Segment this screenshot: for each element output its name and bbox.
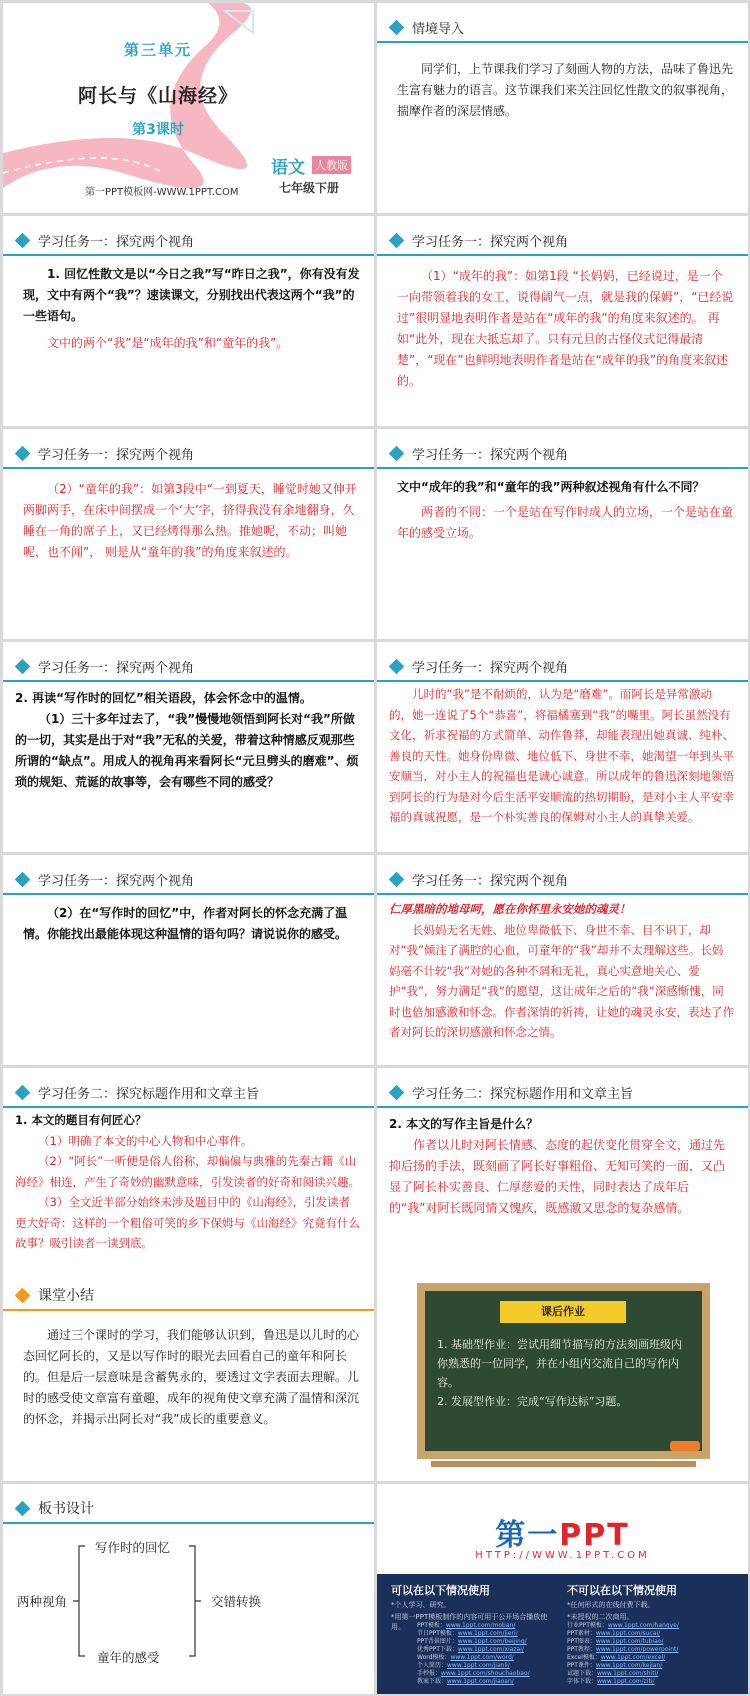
slide-ad[interactable] <box>377 1484 748 1694</box>
link-label: PPT背景图片： <box>417 1638 458 1645</box>
grade-label: 七年级下册 <box>279 181 340 195</box>
slide-header <box>391 442 568 464</box>
slide-header <box>391 655 568 677</box>
link-label: 节日PPT模板： <box>417 1630 458 1637</box>
link-url[interactable]: www.1ppt.com/sucai/ <box>595 1630 661 1637</box>
link-row <box>567 1662 679 1670</box>
slide-task1a[interactable] <box>3 216 374 426</box>
link-label: 优秀PPT下载： <box>417 1646 458 1653</box>
diamond-icon <box>389 658 405 674</box>
link-url[interactable]: www.1ppt.com/ziti/ <box>597 1678 655 1685</box>
answer-item-2: （2）“阿长”一听便是俗人俗称，却偏偏与典雅的先秦古籍《山海经》相连，产生了奇妙的幽默意味，引发读者的好奇和阅读兴趣。 <box>15 1154 360 1189</box>
forbidden-title: 不可以在以下情况使用 <box>567 1584 677 1597</box>
header-divider <box>377 467 748 469</box>
link-row <box>417 1622 530 1630</box>
board-diagram <box>3 1524 374 1694</box>
slide-header <box>391 868 568 890</box>
diamond-icon <box>389 1084 405 1100</box>
forbidden-sub: *任何形式的在线付费下载。 <box>567 1601 655 1609</box>
unit-label: 第三单元 <box>123 41 192 59</box>
diamond-icon <box>15 232 31 248</box>
ad-info <box>377 1574 748 1694</box>
slide-header <box>391 1081 633 1103</box>
link-url[interactable]: www.1ppt.com/shouchaobao/ <box>441 1670 530 1677</box>
link-label: PPT图表： <box>567 1638 596 1645</box>
branch-writing: 写作时的回忆 <box>95 1540 171 1555</box>
header-divider <box>377 893 748 895</box>
slide-header <box>17 442 194 464</box>
question-text: 2. 本文的写作主旨是什么？ <box>389 1117 539 1131</box>
subject-label: 语文 <box>271 158 305 178</box>
answer-text: 长妈妈无名无姓、地位卑微低下、身世不幸、目不识丁，却对“我”倾注了满腔的心血，可童年的“我”却并不太理解这些。长妈妈毫不计较“我”对她的各种不屑和无礼，真心实意地关心、爱护“我”，努力满足“我”的愿望，这让成年之后的“我”深感惭愧，同时也倍加感激和怀念。作者深情的祈祷，让她的魂灵永安，表达了作者对阿长的深切感激和怀念之情。 <box>389 922 734 1039</box>
summary-text: 通过三个课时的学习，我们能够认识到，鲁迅是以儿时的心态回忆阿长的，又是以写作时的眼光去回看自己的童年和阿长的。但是后一层意味是含蓄隽永的，要透过文字表面去理解。儿时的感受使文章富有童趣，成年的视角使文章充满了温情和深沉的怀念，并揭示出阿长对“我”成长的重要意义。 <box>23 1328 360 1426</box>
link-label: 个人简历： <box>417 1662 448 1669</box>
link-url[interactable]: www.1ppt.com/jieri/ <box>457 1630 518 1637</box>
slide-task1e[interactable] <box>3 642 374 852</box>
slide-header <box>17 1497 94 1519</box>
link-label: PPT模板： <box>417 1622 446 1629</box>
diamond-icon <box>15 658 31 674</box>
header-divider <box>3 467 374 469</box>
link-row <box>567 1654 679 1662</box>
link-label: 行业PPT模板： <box>567 1622 608 1629</box>
blackboard-tray <box>431 1461 696 1467</box>
slide-task1f[interactable] <box>377 642 748 852</box>
slide-heading: 学习任务一：探究两个视角 <box>38 447 195 463</box>
diamond-icon <box>15 871 31 887</box>
link-url[interactable]: www.1ppt.com/kejian/ <box>595 1662 663 1669</box>
slide-heading: 学习任务一：探究两个视角 <box>38 660 195 676</box>
slide-header <box>17 1081 259 1103</box>
diamond-icon <box>389 871 405 887</box>
link-label: Word模板： <box>417 1654 451 1661</box>
body-text: （1）三十多年过去了，“我”慢慢地领悟到阿长对“我”所做的一切，其实是出于对“我”无私的关爱，带着这种情感反观那些所谓的“缺点”。用成人的视角再来看阿长“元旦劈头的磨难”、烦琐的规矩、荒诞的故事等，会有哪些不同的感受？ <box>15 712 359 789</box>
link-url[interactable]: www.1ppt.com/tubiao/ <box>595 1638 664 1645</box>
diamond-icon <box>15 1287 31 1303</box>
link-row <box>417 1670 530 1678</box>
answer-text: 作者以儿时对阿长情感、态度的起伏变化贯穿全文，通过先抑后扬的手法，既刻画了阿长好事粗俗、无知可笑的一面，又凸显了阿长朴实善良、仁厚慈爱的天性，同时表达了成年后的“我”对阿长既同情又愧疚，既感激又思念的复杂感情。 <box>389 1138 726 1215</box>
intro-text: 同学们，上节课我们学习了刻画人物的方法，品味了鲁迅先生富有魅力的语言。这节课我们来关注回忆性散文的叙事视角，揣摩作者的深层情感。 <box>397 62 734 118</box>
slide-heading: 学习任务一：探究两个视角 <box>412 447 569 463</box>
lesson-title: 阿长与《山海经》 <box>77 85 238 107</box>
slide-homework[interactable] <box>377 1271 748 1481</box>
answer-item-1: （1）明确了本文的中心人物和中心事件。 <box>38 1133 253 1148</box>
allowed-sub: *用第一PPT模板制作的内容可用于公开场合播放使用。 <box>391 1613 548 1631</box>
link-url[interactable]: www.1ppt.com/moban/ <box>445 1622 516 1629</box>
body-text: （2）在“写作时的回忆”中，作者对阿长的怀念充满了温情。你能找出最能体现这种温情的语句吗？请说说你的感受。 <box>23 906 348 941</box>
link-label: 试题下载： <box>567 1670 598 1677</box>
slide-heading: 学习任务一：探究两个视角 <box>412 873 569 889</box>
link-url[interactable]: www.1ppt.com/word/ <box>450 1654 514 1661</box>
header-divider <box>377 680 748 682</box>
link-label: Excel模板： <box>567 1654 601 1661</box>
header-divider <box>3 1106 374 1108</box>
allowed-title: 可以在以下情况使用 <box>391 1584 490 1597</box>
header-divider <box>3 254 374 256</box>
link-row <box>567 1670 679 1678</box>
slide-heading: 学习任务一：探究两个视角 <box>38 234 195 250</box>
link-row <box>567 1646 679 1654</box>
header-divider <box>3 680 374 682</box>
homework-item-2: 2. 发展型作业：完成“写作达标”习题。 <box>437 1395 628 1408</box>
link-label: 教案下载： <box>417 1678 448 1685</box>
slide-board-design[interactable] <box>3 1484 374 1694</box>
link-row <box>417 1678 530 1686</box>
slide-task1b[interactable] <box>377 216 748 426</box>
site-logo: 第一PPT <box>495 1518 630 1553</box>
link-url[interactable]: www.1ppt.com/shiti/ <box>597 1670 659 1677</box>
slide-heading: 学习任务一：探究两个视角 <box>412 660 569 676</box>
header-divider <box>3 893 374 895</box>
allowed-sub: *个人学习、研究。 <box>391 1601 451 1609</box>
link-list-left <box>417 1622 530 1686</box>
slide-task1h[interactable] <box>377 855 748 1065</box>
slide-task2b[interactable] <box>377 1068 748 1278</box>
slide-heading: 学习任务一：探究两个视角 <box>38 873 195 889</box>
link-list-right <box>567 1622 679 1686</box>
diamond-icon <box>389 445 405 461</box>
slide-header <box>391 16 464 38</box>
link-label: 字体下载： <box>567 1678 598 1685</box>
answer-text: （2）“童年的我”：如第3段中“一到夏天，睡觉时她又伸开两脚两手，在床中间摆成一个‘大’字，挤得我没有余地翻身，久睡在一角的席子上，又已经烤得那么热。推她呢，不动；叫她呢，也不闻”， 则是从“童年的我”的角度来叙述的。 <box>23 482 357 559</box>
blackboard <box>417 1283 710 1459</box>
question-text: 1. 本文的题目有何匠心？ <box>15 1113 147 1127</box>
header-divider <box>377 41 748 43</box>
slide-summary[interactable] <box>3 1271 374 1481</box>
diamond-icon <box>15 1084 31 1100</box>
link-url[interactable]: www.1ppt.com/hangye/ <box>607 1622 679 1629</box>
slide-heading: 情境导入 <box>412 21 465 37</box>
answer-text: 文中的两个“我”是“成年的我”和“童年的我”。 <box>47 336 289 350</box>
slide-heading: 学习任务二：探究标题作用和文章主旨 <box>38 1086 260 1102</box>
link-url[interactable]: www.1ppt.com/powerpoint/ <box>595 1646 679 1653</box>
answer-item-3: （3）全文近半部分始终未涉及题目中的《山海经》，引发读者更大好奇：这样的一个粗俗可笑的乡下保姆与《山海经》究竟有什么故事？吸引读者一读到底。 <box>15 1195 360 1250</box>
slide-intro[interactable] <box>377 3 748 213</box>
slide-heading: 课堂小结 <box>38 1288 94 1304</box>
link-row <box>567 1678 679 1686</box>
link-url[interactable]: www.1ppt.com/excel/ <box>600 1654 666 1661</box>
question-text: 文中“成年的我”和“童年的我”两种叙述视角有什么不同？ <box>397 480 705 494</box>
link-row <box>417 1662 530 1670</box>
edition-badge: 人教版 <box>312 156 351 174</box>
diamond-icon <box>389 232 405 248</box>
slide-heading: 学习任务二：探究标题作用和文章主旨 <box>412 1086 634 1102</box>
branch-childhood: 童年的感受 <box>97 1650 160 1665</box>
link-row <box>417 1630 530 1638</box>
link-url[interactable]: www.1ppt.com/xiazai/ <box>457 1646 524 1653</box>
answer-text: 儿时的“我”是不耐烦的，认为是“磨难”。而阿长是异常激动的，她一连说了5个“恭喜”，将福橘塞到“我”的嘴里。阿长虽然没有文化，祈求祝福的方式简单、动作鲁莽，却能表现出她真诚、纯朴、善良的天性。她身份卑微、地位低下、身世不幸，她渴望一年到头平安顺当，对小主人的祝福也是诚心诚意。所以成年的鲁迅深刻地领悟到阿长的行为是对今后生活平安顺流的热切期盼，是对小主人平安幸福的真诚祝愿，是一个朴实善良的保姆对小主人的真挚关爱。 <box>389 687 734 824</box>
slide-task1g[interactable] <box>3 855 374 1065</box>
answer-text: （1）“成年的我”：如第1段 “长妈妈，已经说过，是一个一向带领着我的女工，说得阔气一点，就是我的保姆”，“已经说过”很明显地表明作者是站在“成年的我”的角度来叙述的。 再如“此外，现在大抵忘却了。只有元旦的古怪仪式记得最清楚”，“现在”也鲜明地表明作者是站在“成年的我”的角度来叙述的。 <box>397 269 734 388</box>
diamond-icon <box>389 19 405 35</box>
slide-header <box>17 229 194 251</box>
lesson-number: 第3课时 <box>132 122 184 138</box>
slide-task2a[interactable] <box>3 1068 374 1278</box>
link-url[interactable]: www.1ppt.com/beijing/ <box>457 1638 527 1645</box>
forbidden-sub: *未授权的二次商用。 <box>567 1613 634 1621</box>
quote-text: 仁厚黑暗的地母呵，愿在你怀里永安她的魂灵！ <box>389 902 631 916</box>
header-divider <box>3 1309 374 1311</box>
link-row <box>567 1630 679 1638</box>
question-text: 2. 再读“写作时的回忆”相关语段，体会怀念中的温情。 <box>15 691 312 705</box>
ad-banner <box>377 1484 748 1574</box>
header-divider <box>377 1106 748 1108</box>
slide-task1d[interactable] <box>377 429 748 639</box>
root-label: 两种视角 <box>17 1594 68 1609</box>
answer-text: 两者的不同：一个是站在写作时成人的立场，一个是站在童年的感受立场。 <box>397 505 734 540</box>
question-text: 1. 回忆性散文是以“今日之我”写“昨日之我”，你有没有发现，文中有两个“我”？速读课文，分别找出代表这两个“我”的一些语句。 <box>23 267 360 323</box>
slide-header <box>391 229 568 251</box>
result-label: 交错转换 <box>211 1594 262 1609</box>
slide-cover[interactable] <box>3 3 374 213</box>
link-row <box>567 1638 679 1646</box>
chalk-icon <box>670 1441 700 1451</box>
link-label: PPT素材： <box>567 1630 596 1637</box>
slide-heading: 板书设计 <box>38 1501 94 1517</box>
link-url[interactable]: www.1ppt.com/jiaoan/ <box>447 1678 514 1685</box>
link-row <box>417 1646 530 1654</box>
link-label: PPT课件： <box>567 1662 596 1669</box>
site-label: 第一PPT模板网-WWW.1PPT.COM <box>85 187 239 198</box>
slide-header <box>17 868 194 890</box>
header-divider <box>377 254 748 256</box>
homework-item-1: 1. 基础型作业：尝试用细节描写的方法刻画班级内你熟悉的一位同学，并在小组内交流自己的写作内容。 <box>437 1338 682 1389</box>
slide-heading: 学习任务一：探究两个视角 <box>412 234 569 250</box>
link-row <box>417 1638 530 1646</box>
link-row <box>567 1622 679 1630</box>
link-row <box>417 1654 530 1662</box>
link-label: PPT教程： <box>567 1646 596 1653</box>
diamond-icon <box>15 1500 31 1516</box>
diamond-icon <box>15 445 31 461</box>
slide-header <box>17 1284 94 1306</box>
link-url[interactable]: www.1ppt.com/jianli/ <box>447 1662 510 1669</box>
link-label: 手抄报： <box>417 1670 442 1677</box>
site-url: HTTP://WWW.1PPT.COM <box>475 1550 650 1561</box>
slide-task1c[interactable] <box>3 429 374 639</box>
homework-title: 课后作业 <box>500 1301 626 1323</box>
slide-header <box>17 655 194 677</box>
